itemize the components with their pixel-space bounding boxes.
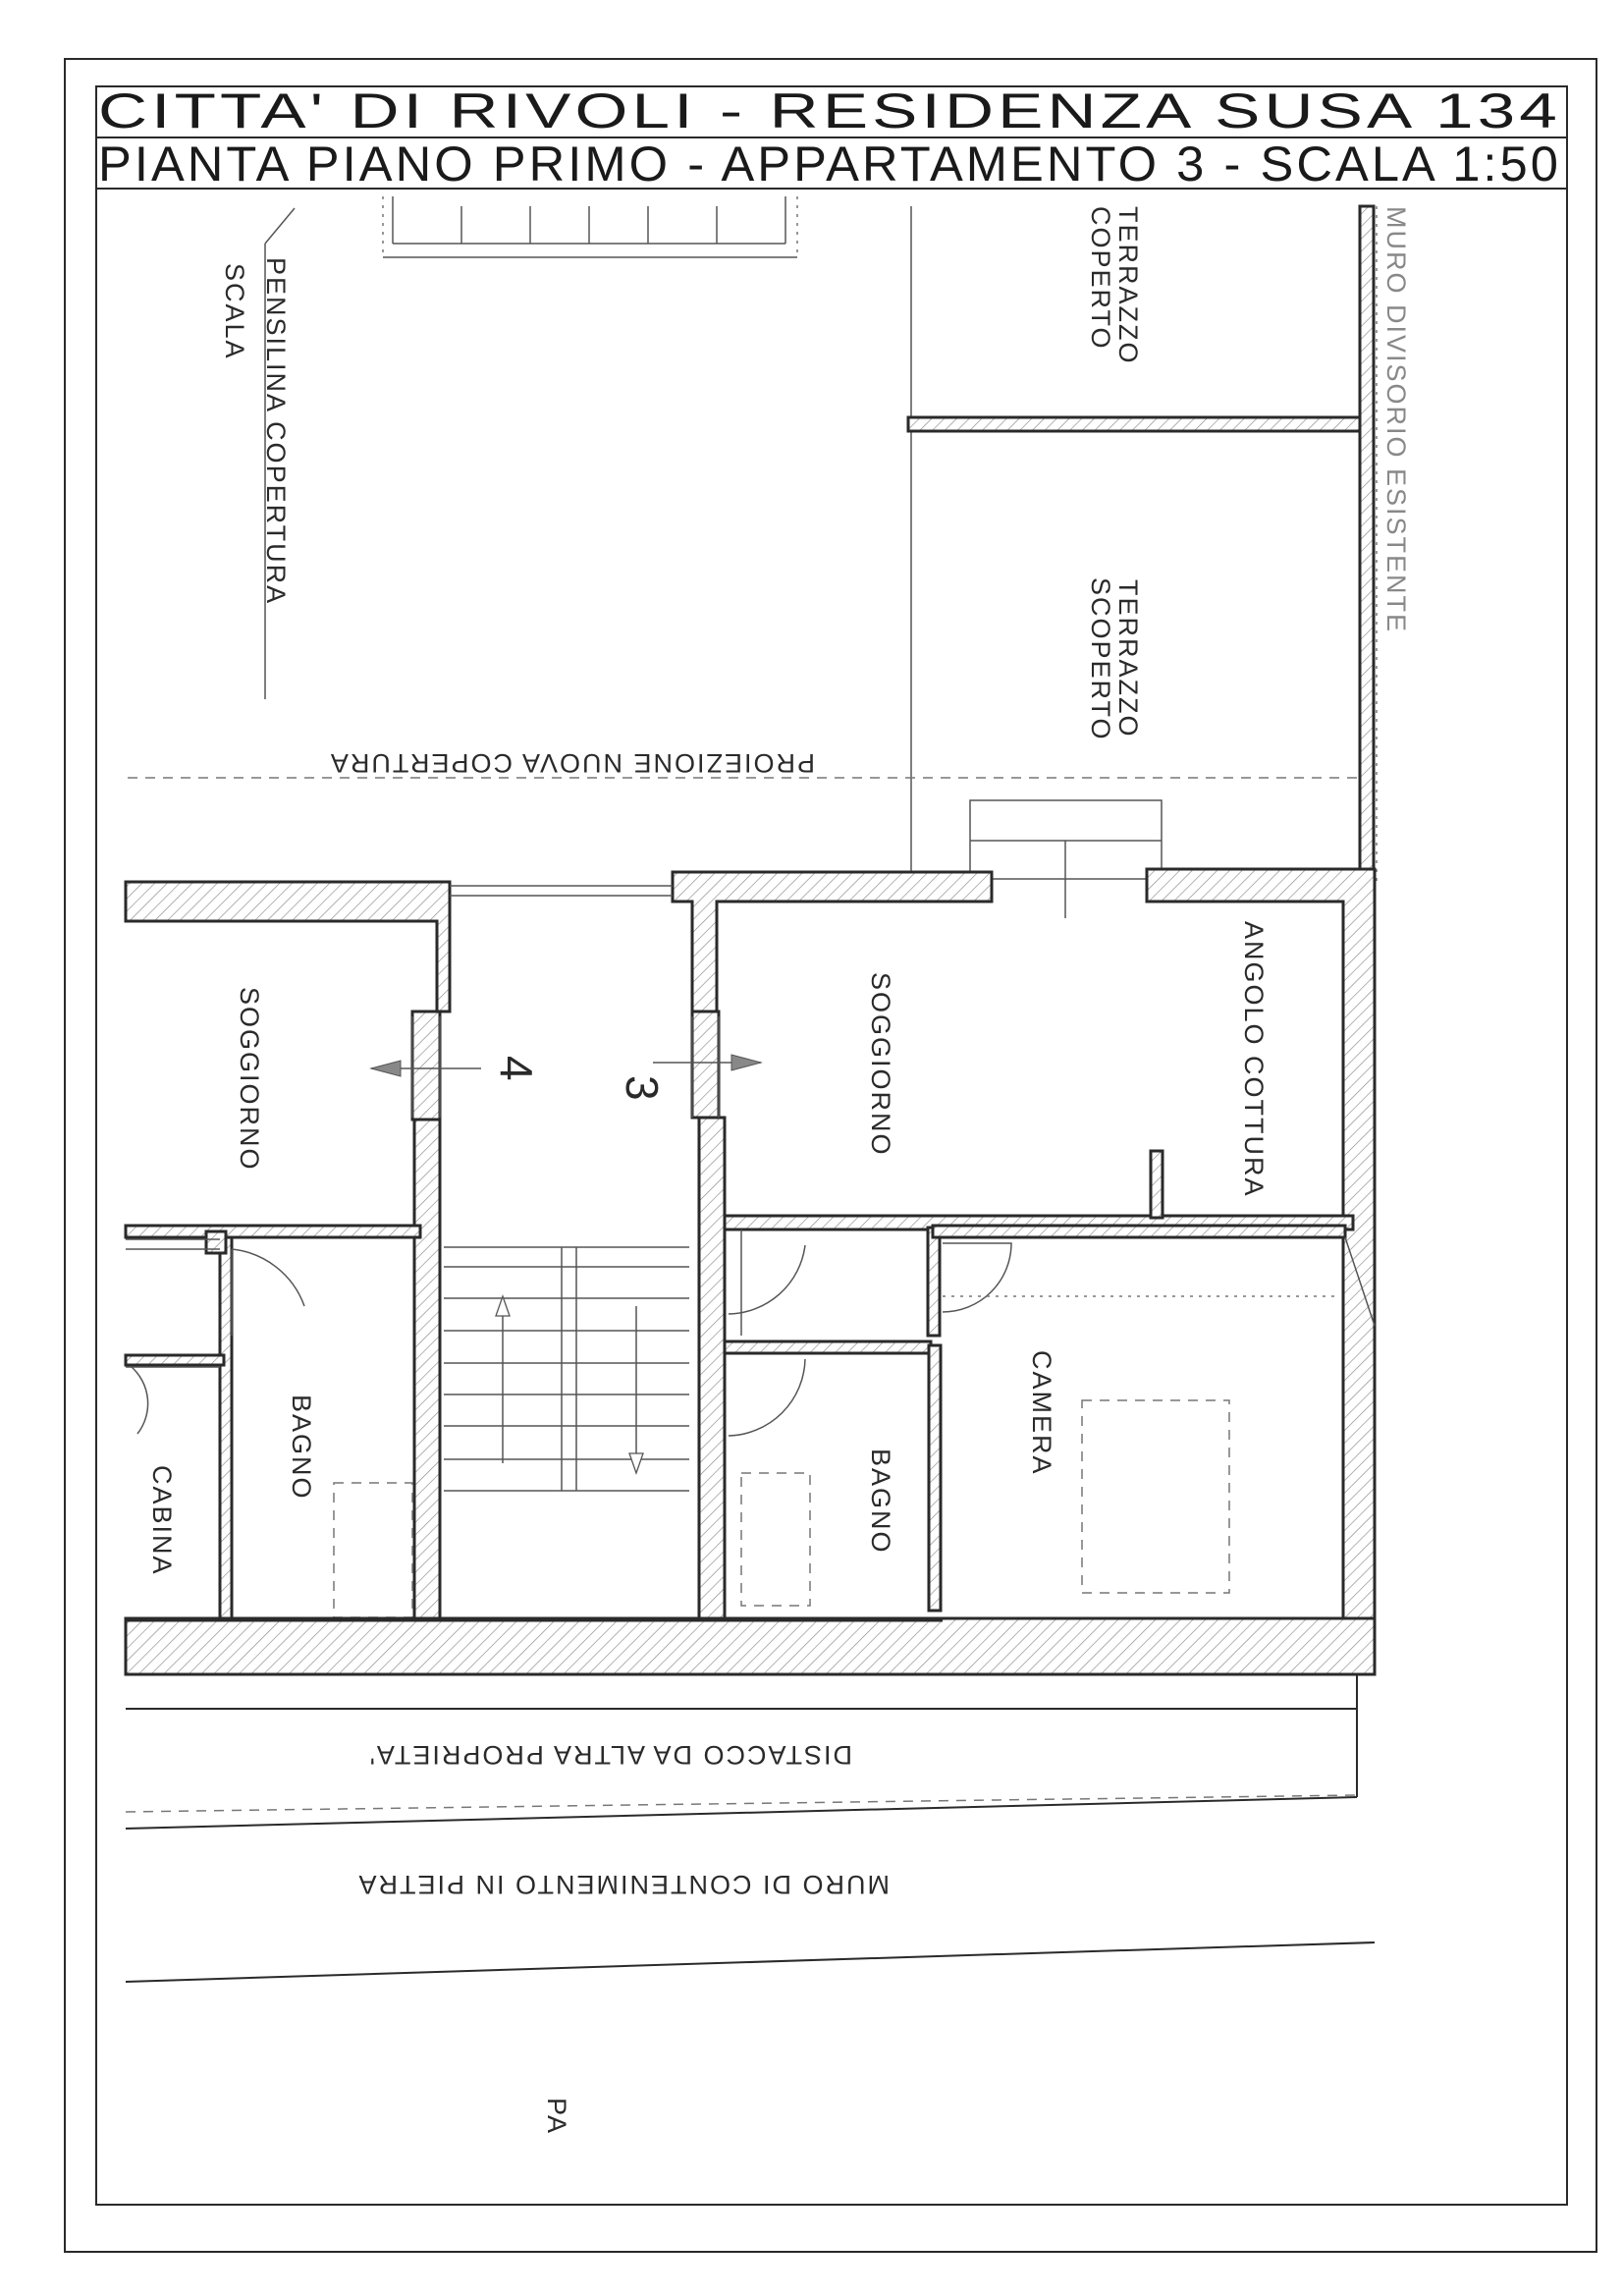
wall-top-left [126, 882, 450, 1011]
wall-corridor-right [928, 1228, 940, 1336]
door-swing-cabina [132, 1367, 148, 1434]
terrazzo-scoperto-1: TERRAZZO [1113, 579, 1143, 738]
terrazzo-coperto-1: TERRAZZO [1113, 206, 1143, 365]
muro-contenimento-label: MURO DI CONTENIMENTO IN PIETRA [356, 1870, 890, 1899]
shower-bagno-3 [741, 1473, 810, 1606]
wall-bottom [126, 1618, 1375, 1674]
door-swing-bagno-3 [729, 1359, 805, 1436]
terrazzo-coperto-2: COPERTO [1086, 206, 1115, 351]
scala-label: SCALA [220, 263, 249, 360]
title-line-2: PIANTA PIANO PRIMO - APPARTAMENTO 3 - SCALA 1:50 [98, 137, 1561, 191]
wall-bagno-3-right [929, 1345, 941, 1611]
wall-stair-right [692, 1011, 719, 1118]
stair-flights [444, 1247, 689, 1491]
apartment-number-3: 3 [617, 1075, 668, 1101]
angolo-cottura-label: ANGOLO COTTURA [1239, 921, 1269, 1198]
stair-railing [383, 196, 797, 257]
wall-top-right [673, 872, 992, 1011]
distacco-dash [126, 1795, 1357, 1812]
pensilina-label: PENSILINA COPERTURA [261, 257, 291, 606]
wall-stair-right-lower [699, 1118, 725, 1620]
wall-bagno-4-left [220, 1237, 232, 1630]
wall-camera-top [933, 1226, 1345, 1237]
muro-contenimento-line [126, 1942, 1375, 1982]
wall-soggiorno-4-bottom [126, 1226, 420, 1237]
door-swing-bagno-4 [232, 1249, 304, 1336]
proiezione-label: PROIEZIONE NUOVA COPERTURA [328, 748, 815, 778]
terrace-divider-wall [908, 417, 1360, 431]
camera-label: CAMERA [1027, 1350, 1056, 1476]
distacco-label: DISTACCO DA ALTRA PROPRIETA' [367, 1740, 852, 1770]
muro-divisorio-label: MURO DIVISORIO ESISTENTE [1381, 206, 1411, 634]
door-swing-corridor [729, 1245, 805, 1314]
wall-cottura-divider [1151, 1151, 1163, 1218]
wall-stair-left-lower [414, 1120, 440, 1620]
pensilina-diagonal [265, 208, 295, 244]
wall-stair-left [412, 1011, 440, 1120]
distacco-line-bottom [126, 1797, 1357, 1829]
title-line-1: CITTA' DI RIVOLI - RESIDENZA SUSA 134 [98, 83, 1561, 138]
wall-bagno-3-top [725, 1341, 931, 1353]
soggiorno-3-label: SOGGIORNO [866, 972, 895, 1157]
bed-camera [1082, 1400, 1229, 1593]
door-swing-camera [943, 1243, 1011, 1312]
cabina-label: CABINA [147, 1465, 177, 1576]
wall-cabina-left [126, 1355, 224, 1365]
terrace-right-wall [1360, 206, 1374, 884]
bagno-3-label: BAGNO [866, 1449, 895, 1555]
shower-bagno-4 [334, 1483, 412, 1617]
soggiorno-4-label: SOGGIORNO [235, 987, 264, 1172]
apartment-number-4: 4 [491, 1056, 542, 1081]
terrazzo-scoperto-2: SCOPERTO [1086, 577, 1115, 741]
pa-label: PA [542, 2098, 571, 2136]
bagno-4-label: BAGNO [287, 1394, 316, 1501]
